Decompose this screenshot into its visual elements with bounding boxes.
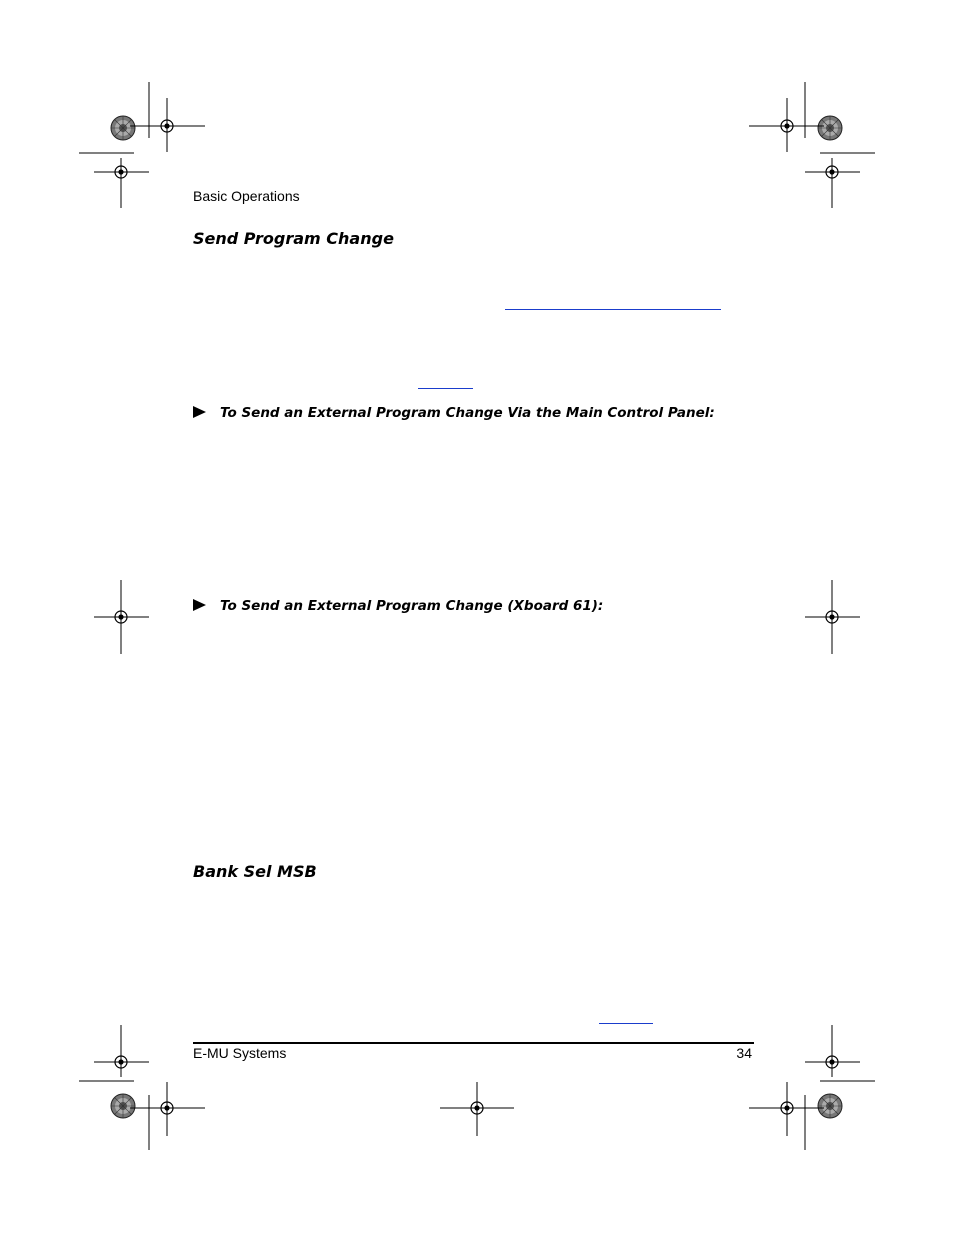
crosshair-mark [822,607,842,627]
section-heading-bank-sel-msb: Bank Sel MSB [193,862,317,881]
running-header: Basic Operations [193,188,300,204]
hyperlink-underline[interactable] [599,1023,653,1024]
procedure-title: To Send an External Program Change Via the Main Control Panel: [220,405,715,421]
starburst-mark-top-right [818,116,842,140]
hyperlink-underline[interactable] [418,388,473,389]
hyperlink-underline[interactable] [505,309,721,310]
procedure-title: To Send an External Program Change (Xboard 61): [220,598,604,614]
triangle-bullet-icon [193,599,206,611]
crosshair-mark [822,1052,842,1072]
starburst-mark-bottom-left [111,1094,135,1118]
section-heading-send-program-change: Send Program Change [193,229,394,248]
crosshair-mark [111,1052,131,1072]
crosshair-mark [111,607,131,627]
starburst-mark-top-left [111,116,135,140]
starburst-mark-bottom-right [818,1094,842,1118]
procedure-heading-xboard [193,598,603,614]
triangle-bullet-icon [193,406,206,418]
page-number: 34 [736,1045,752,1061]
procedure-heading-main-panel [193,405,715,421]
footer-rule [193,1042,754,1044]
footer-company: E-MU Systems [193,1045,287,1061]
